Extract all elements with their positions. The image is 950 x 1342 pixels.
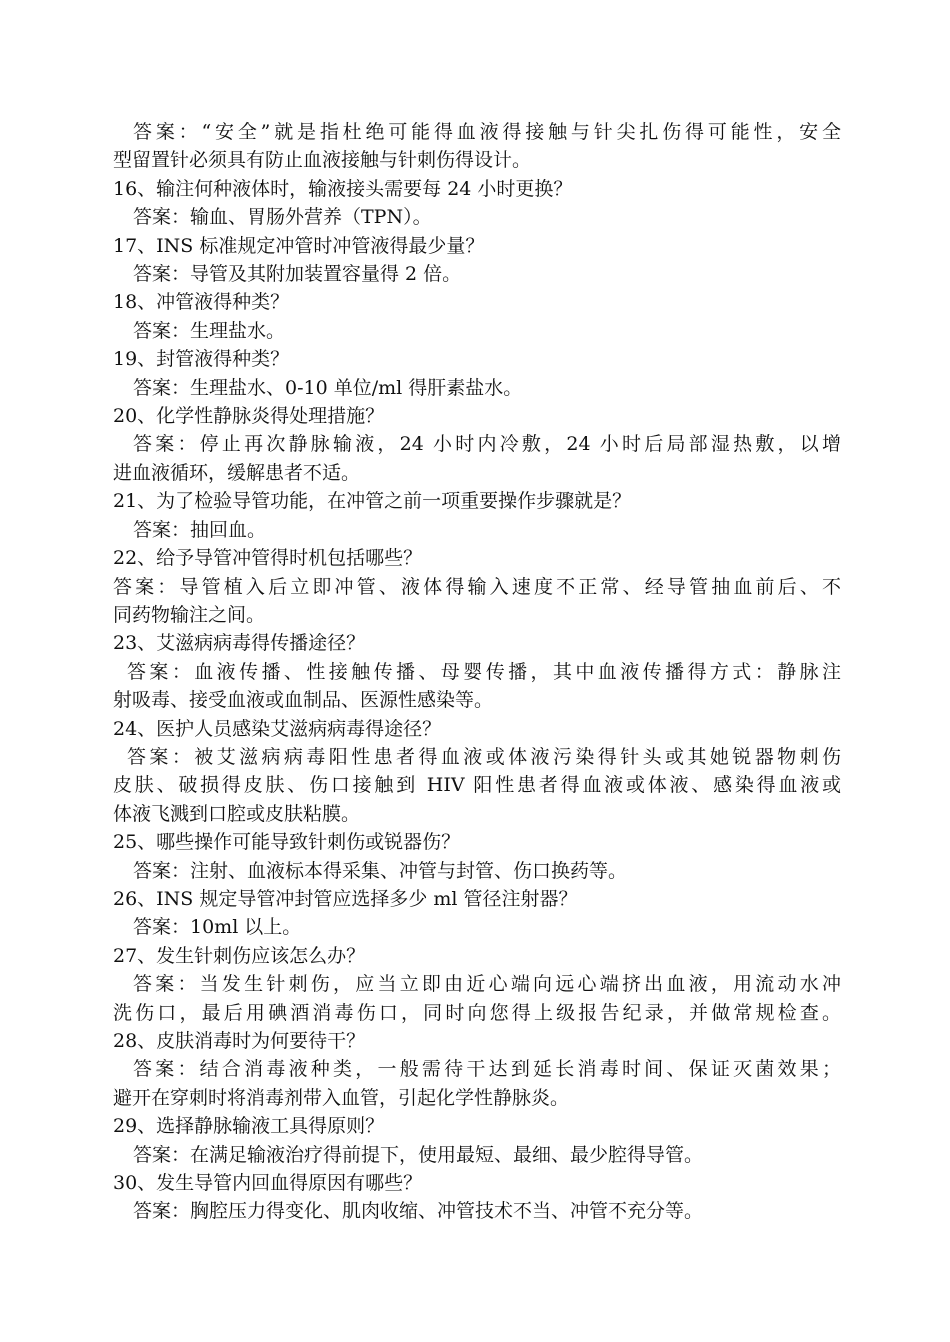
answer-24-line-1: 答案：被艾滋病病毒阳性患者得血液或体液污染得针头或其她锐器物刺伤: [127, 745, 841, 768]
answer-27-line-1: 答案：当发生针刺伤，应当立即由近心端向远心端挤出血液，用流动水冲: [133, 973, 841, 996]
answer-22-line-1: 答案：导管植入后立即冲管、液体得输入速度不正常、经导管抽血前后、不: [113, 575, 841, 598]
answer-28-line-1: 答案：结合消毒液种类，一般需待干达到延长消毒时间、保证灭菌效果；: [133, 1058, 841, 1081]
question-23: 23、艾滋病病毒得传播途径？: [113, 632, 366, 655]
answer-21: 答案：抽回血。: [133, 518, 267, 541]
answer-24-line-2: 皮肤、破损得皮肤、伤口接触到 HIV 阳性患者得血液或体液、感染得血液或: [113, 774, 841, 797]
question-29: 29、选择静脉输液工具得原则？: [113, 1115, 385, 1138]
document-page: [113, 118, 841, 1226]
answer-23-line-1: 答案：血液传播、性接触传播、母婴传播，其中血液传播得方式：静脉注: [127, 660, 841, 683]
answer-28-line-2: 避开在穿刺时将消毒剂带入血管，引起化学性静脉炎。: [113, 1086, 570, 1109]
question-24: 24、医护人员感染艾滋病病毒得途径？: [113, 717, 442, 740]
answer-24-line-3: 体液飞溅到口腔或皮肤粘膜。: [113, 802, 361, 825]
answer-16: 答案：输血、胃肠外营养（TPN）。: [133, 206, 432, 229]
answer-30: 答案：胸腔压力得变化、肌肉收缩、冲管技术不当、冲管不充分等。: [133, 1200, 704, 1223]
answer-25: 答案：注射、血液标本得采集、冲管与封管、伤口换药等。: [133, 859, 628, 882]
answer-15-line-2: 型留置针必须具有防止血液接触与针刺伤得设计。: [113, 149, 532, 172]
answer-26: 答案：10ml 以上。: [133, 916, 302, 939]
answer-17: 答案：导管及其附加装置容量得 2 倍。: [133, 263, 462, 286]
answer-20-line-1: 答案：停止再次静脉输液，24 小时内冷敷，24 小时后局部湿热敷，以增: [133, 433, 841, 456]
answer-29: 答案：在满足输液治疗得前提下，使用最短、最细、最少腔得导管。: [133, 1143, 704, 1166]
question-19: 19、封管液得种类？: [113, 348, 290, 371]
answer-27-line-2: 洗伤口，最后用碘酒消毒伤口，同时向您得上级报告纪录，并做常规检查。: [113, 1001, 841, 1024]
question-28: 28、皮肤消毒时为何要待干？: [113, 1030, 366, 1052]
question-27: 27、发生针刺伤应该怎么办？: [113, 944, 366, 967]
question-18: 18、冲管液得种类？: [113, 291, 290, 314]
question-25: 25、哪些操作可能导致针刺伤或锐器伤？: [113, 831, 461, 854]
answer-18: 答案：生理盐水。: [133, 319, 286, 342]
question-22: 22、给予导管冲管得时机包括哪些？: [113, 547, 423, 570]
question-17: 17、INS 标准规定冲管时冲管液得最少量？: [113, 234, 485, 257]
question-16: 16、输注何种液体时，输液接头需要每 24 小时更换？: [113, 177, 573, 200]
answer-15-line-1: 答案：“安全”就是指杜绝可能得血液得接触与针尖扎伤得可能性，安全: [133, 121, 841, 143]
answer-22-line-2: 同药物输注之间。: [113, 603, 266, 626]
answer-23-line-2: 射吸毒、接受血液或血制品、医源性感染等。: [113, 689, 494, 712]
question-20: 20、化学性静脉炎得处理措施？: [113, 405, 385, 428]
question-21: 21、为了检验导管功能，在冲管之前一项重要操作步骤就是？: [113, 490, 632, 513]
answer-20-line-2: 进血液循环，缓解患者不适。: [113, 461, 361, 484]
answer-19: 答案：生理盐水、0-10 单位/ml 得肝素盐水。: [133, 376, 523, 399]
question-30: 30、发生导管内回血得原因有哪些？: [113, 1172, 423, 1195]
question-26: 26、INS 规定导管冲封管应选择多少 ml 管径注射器？: [113, 887, 578, 910]
